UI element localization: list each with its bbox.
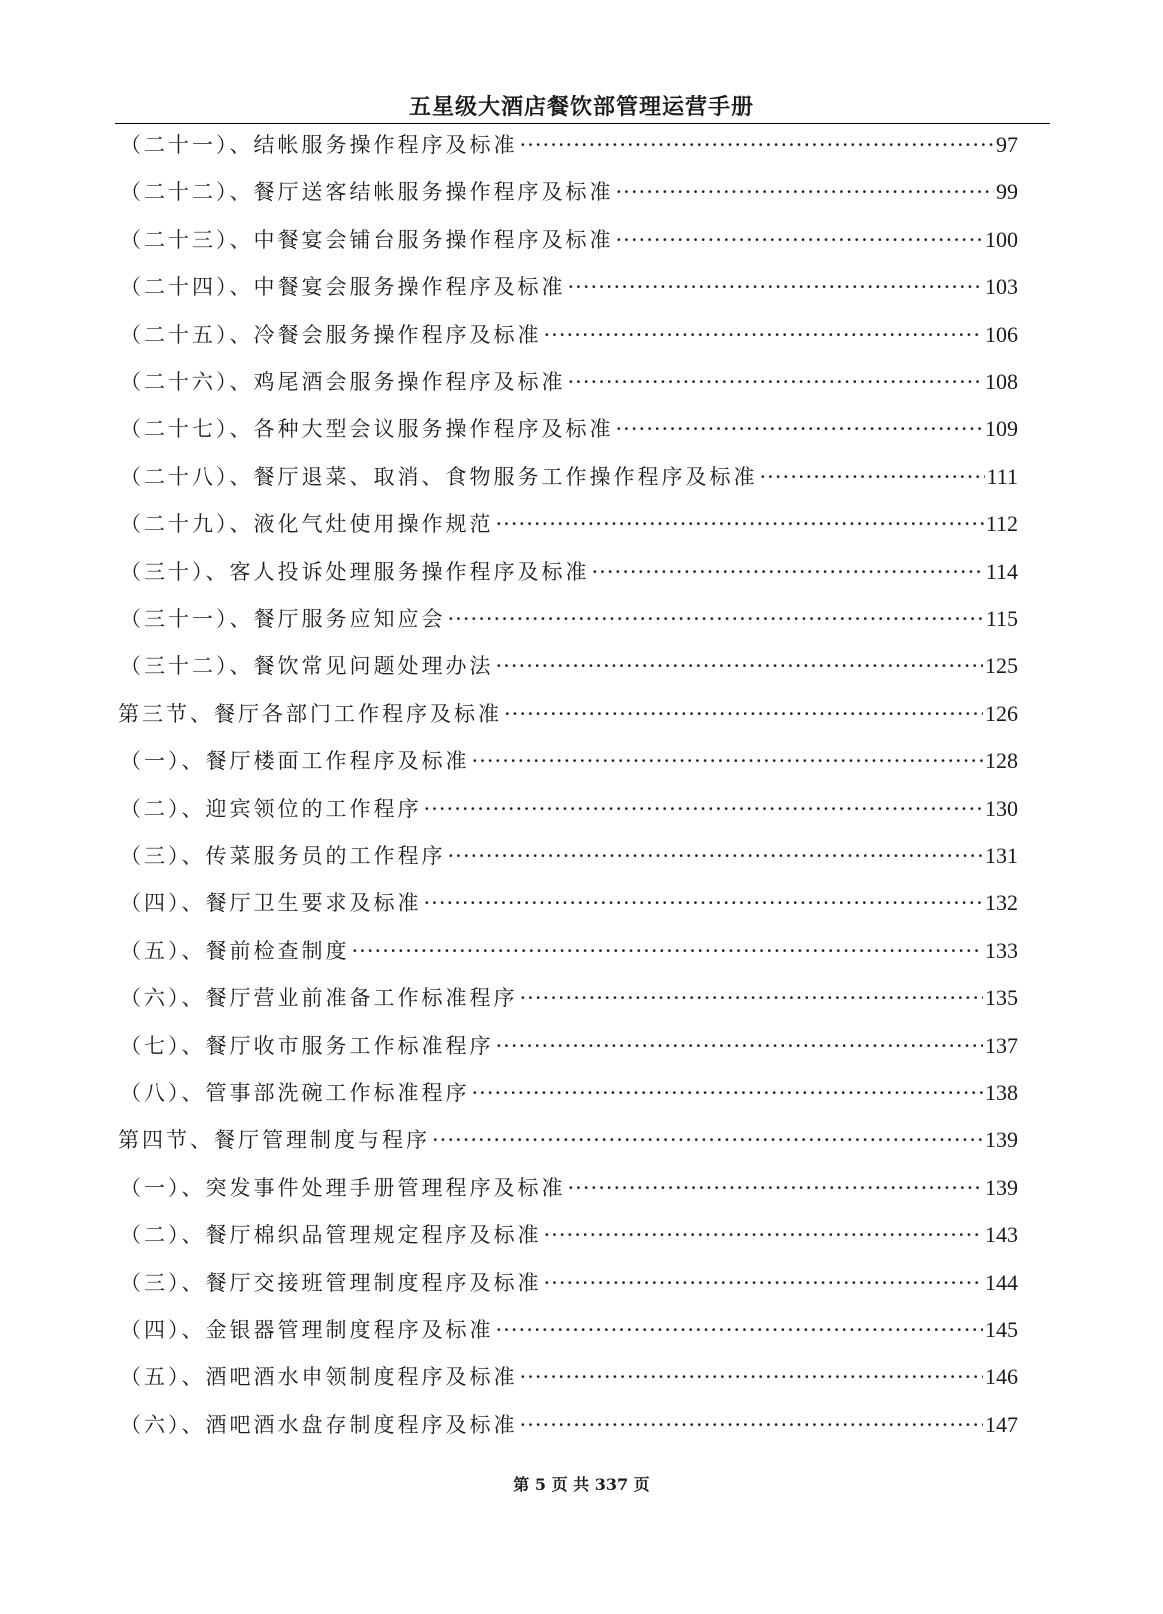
toc-entry[interactable] <box>120 320 1018 350</box>
toc-entry-label: （三）、传菜服务员的工作程序 <box>120 844 446 868</box>
toc-entry-page-number: 139 <box>985 1127 1018 1153</box>
toc-entry[interactable] <box>120 888 1018 918</box>
toc-leader-dots <box>504 699 983 729</box>
toc-entry[interactable] <box>120 841 1018 871</box>
toc-leader-dots <box>616 225 984 255</box>
toc-entry-page-number: 109 <box>985 416 1018 442</box>
toc-entry-label: （一）、突发事件处理手册管理程序及标准 <box>120 1175 566 1200</box>
toc-entry[interactable] <box>120 1078 1018 1108</box>
toc-leader-dots <box>448 841 984 871</box>
toc-entry-label: （二十二）、餐厅送客结帐服务操作程序及标准 <box>120 180 614 205</box>
toc-entry-page-number: 132 <box>985 890 1018 916</box>
toc-leader-dots <box>616 414 984 444</box>
toc-entry[interactable] <box>120 604 1018 634</box>
toc-entry[interactable] <box>120 936 1018 966</box>
toc-entry-page-number: 147 <box>985 1411 1018 1437</box>
toc-entry-page-number: 138 <box>985 1080 1018 1105</box>
toc-entry-label: （三十）、客人投诉处理服务操作程序及标准 <box>120 559 590 584</box>
toc-entry[interactable] <box>120 1173 1018 1203</box>
toc-leader-dots <box>448 604 984 634</box>
toc-entry[interactable] <box>118 699 1018 729</box>
toc-entry[interactable] <box>120 367 1018 397</box>
toc-leader-dots <box>424 888 984 918</box>
toc-leader-dots <box>520 1362 984 1392</box>
toc-leader-dots <box>424 794 984 824</box>
toc-entry-label: （二十六）、鸡尾酒会服务操作程序及标准 <box>120 370 566 394</box>
toc-entry-page-number: 97 <box>996 132 1018 157</box>
toc-leader-dots <box>496 1315 984 1345</box>
toc-entry[interactable] <box>120 130 1018 160</box>
toc-entry-label: （二）、餐厅棉织品管理规定程序及标准 <box>120 1223 542 1248</box>
toc-leader-dots <box>544 1268 984 1298</box>
toc-entry[interactable] <box>120 794 1018 824</box>
toc-entry-page-number: 131 <box>985 843 1018 868</box>
toc-leader-dots <box>496 651 984 681</box>
toc-entry[interactable] <box>120 1031 1018 1061</box>
toc-leader-dots <box>520 130 995 160</box>
toc-leader-dots <box>432 1125 983 1155</box>
toc-leader-dots <box>568 367 984 397</box>
toc-entry[interactable] <box>120 1315 1018 1345</box>
toc-entry-label: （二十九）、液化气灶使用操作规范 <box>120 512 494 537</box>
toc-entry-label: （二十八）、餐厅退菜、取消、食物服务工作操作程序及标准 <box>120 464 758 489</box>
toc-entry-label: （三十二）、餐饮常见问题处理办法 <box>120 654 494 679</box>
toc-entry-label: （八）、管事部洗碗工作标准程序 <box>120 1081 470 1105</box>
toc-entry-label: 第三节、餐厅各部门工作程序及标准 <box>118 701 502 726</box>
toc-entry-label: （二十三）、中餐宴会铺台服务操作程序及标准 <box>120 227 614 252</box>
toc-entry[interactable] <box>120 509 1018 539</box>
toc-leader-dots <box>472 746 984 776</box>
toc-entry-label: （二十七）、各种大型会议服务操作程序及标准 <box>120 417 614 442</box>
toc-entry-page-number: 144 <box>985 1269 1018 1295</box>
toc-entry[interactable] <box>120 1362 1018 1392</box>
toc-entry[interactable] <box>120 746 1018 776</box>
toc-entry-label: （五）、酒吧酒水申领制度程序及标准 <box>120 1365 518 1390</box>
toc-entry[interactable] <box>120 177 1018 207</box>
header-divider <box>115 123 1050 124</box>
toc-entry-label: （二十一）、结帐服务操作程序及标准 <box>120 133 518 157</box>
toc-entry-label: （六）、餐厅营业前准备工作标准程序 <box>120 986 518 1011</box>
toc-entry[interactable] <box>120 414 1018 444</box>
toc-entry-page-number: 139 <box>985 1174 1018 1200</box>
toc-entry-label: （五）、餐前检查制度 <box>120 938 350 963</box>
toc-entry[interactable] <box>120 272 1018 302</box>
toc-entry-page-number: 126 <box>985 700 1018 726</box>
toc-entry-label: （六）、酒吧酒水盘存制度程序及标准 <box>120 1412 518 1437</box>
toc-entry[interactable] <box>118 1125 1018 1155</box>
toc-entry[interactable] <box>120 1410 1018 1440</box>
toc-entry-page-number: 143 <box>985 1222 1018 1248</box>
toc-leader-dots <box>544 320 984 350</box>
toc-entry-label: （二十五）、冷餐会服务操作程序及标准 <box>120 322 542 347</box>
toc-entry-label: （三）、餐厅交接班管理制度程序及标准 <box>120 1270 542 1295</box>
toc-entry-page-number: 99 <box>996 179 1018 205</box>
toc-entry-page-number: 111 <box>986 463 1018 489</box>
toc-leader-dots <box>592 557 984 587</box>
toc-entry-page-number: 112 <box>985 511 1018 537</box>
toc-entry[interactable] <box>120 225 1018 255</box>
toc-entry-page-number: 145 <box>985 1317 1018 1342</box>
toc-entry[interactable] <box>120 651 1018 681</box>
toc-leader-dots <box>544 1220 984 1250</box>
toc-entry[interactable] <box>120 1268 1018 1298</box>
toc-entry-page-number: 133 <box>985 937 1018 963</box>
toc-leader-dots <box>496 1031 984 1061</box>
toc-entry-page-number: 137 <box>985 1032 1018 1058</box>
toc-entry[interactable] <box>120 1220 1018 1250</box>
toc-leader-dots <box>616 177 995 207</box>
toc-entry-page-number: 128 <box>985 748 1018 774</box>
toc-entry-page-number: 103 <box>985 274 1018 300</box>
toc-leader-dots <box>520 983 984 1013</box>
toc-leader-dots <box>496 509 984 539</box>
toc-leader-dots <box>568 272 984 302</box>
toc-entry-label: （四）、金银器管理制度程序及标准 <box>120 1318 494 1342</box>
toc-entry-page-number: 100 <box>985 226 1018 252</box>
document-title: 五星级大酒店餐饮部管理运营手册 <box>408 94 754 120</box>
toc-leader-dots <box>472 1078 984 1108</box>
toc-entry-page-number: 130 <box>985 795 1018 821</box>
toc-entry-label: （二十四）、中餐宴会服务操作程序及标准 <box>120 275 566 300</box>
page-footer: 第 5 页 共 337 页 <box>513 1475 650 1494</box>
toc-entry-label: （七）、餐厅收市服务工作标准程序 <box>120 1033 494 1058</box>
toc-entry-page-number: 106 <box>985 321 1018 347</box>
toc-entry-label: （三十一）、餐厅服务应知应会 <box>120 607 446 631</box>
toc-leader-dots <box>520 1410 984 1440</box>
toc-entry-page-number: 114 <box>985 558 1018 584</box>
toc-entry-label: 第四节、餐厅管理制度与程序 <box>118 1128 430 1153</box>
toc-leader-dots <box>568 1173 984 1203</box>
toc-entry-label: （二）、迎宾领位的工作程序 <box>120 796 422 821</box>
toc-entry[interactable] <box>120 462 1018 492</box>
toc-entry-page-number: 115 <box>985 606 1018 631</box>
toc-entry-page-number: 108 <box>985 369 1018 394</box>
toc-leader-dots <box>352 936 984 966</box>
toc-entry-page-number: 125 <box>985 653 1018 679</box>
toc-leader-dots <box>760 462 985 492</box>
toc-entry[interactable] <box>120 983 1018 1013</box>
toc-entry-page-number: 135 <box>985 985 1018 1011</box>
toc-entry-label: （一）、餐厅楼面工作程序及标准 <box>120 749 470 774</box>
toc-entry-page-number: 146 <box>985 1364 1018 1390</box>
toc-entry[interactable] <box>120 557 1018 587</box>
toc-entry-label: （四）、餐厅卫生要求及标准 <box>120 891 422 916</box>
